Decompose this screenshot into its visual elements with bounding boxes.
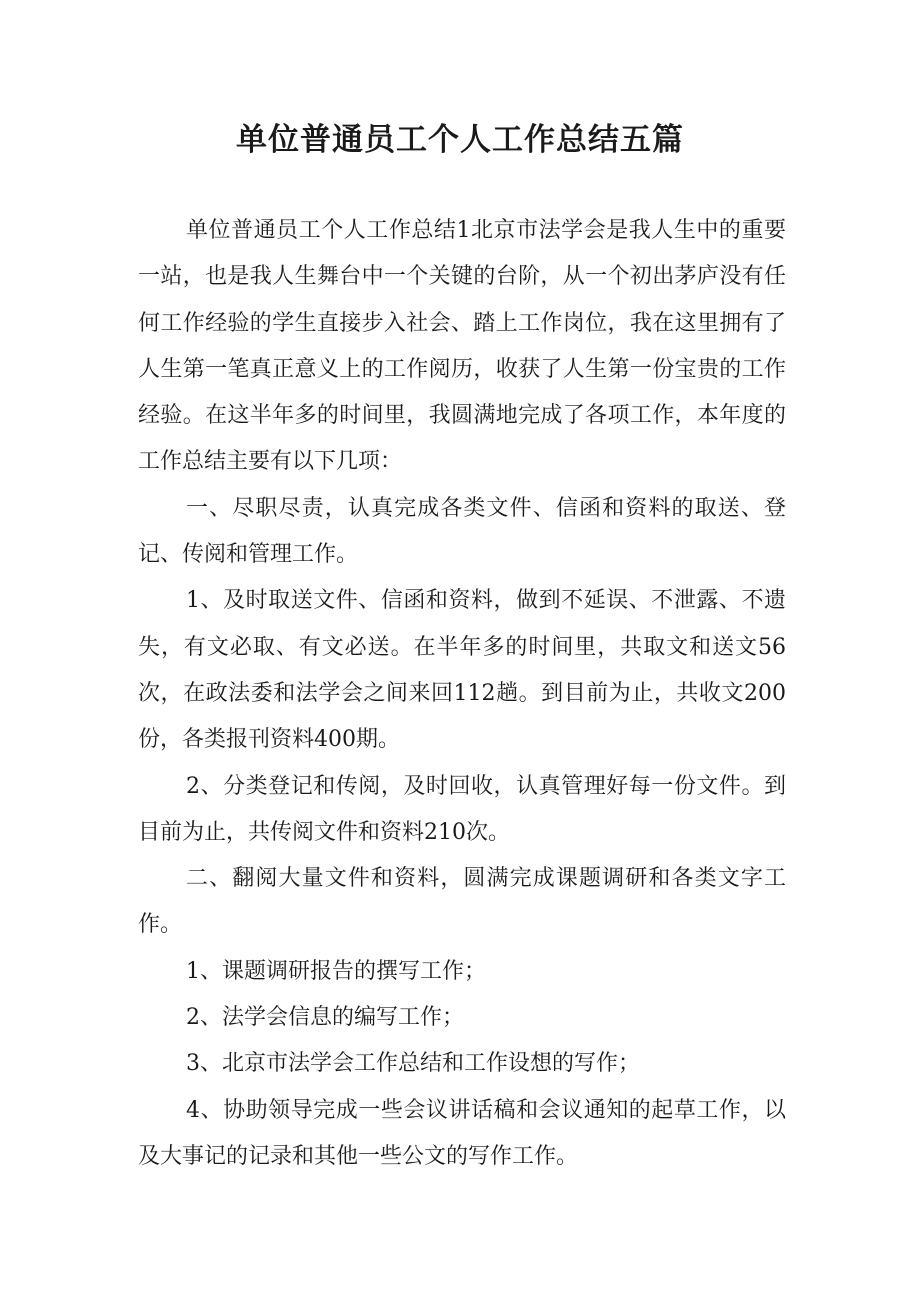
paragraph-section-1-item-2: 2、分类登记和传阅，及时回收，认真管理好每一份文件。到目前为止，共传阅文件和资料210次。 (138, 773, 786, 845)
paragraph-section-2-item-1: 1、课题调研报告的撰写工作； (186, 958, 486, 984)
paragraph-section-1-heading: 一、尽职尽责，认真完成各类文件、信函和资料的取送、登记、传阅和管理工作。 (138, 495, 786, 568)
document-body (138, 208, 786, 1180)
paragraph-section-2-item-3: 3、北京市法学会工作总结和工作设想的写作； (186, 1051, 640, 1077)
paragraph-section-1-item-1: 1、及时取送文件、信函和资料，做到不延误、不泄露、不遗失，有文必取、有文必送。在半年多的时间里，共取文和送文56次，在政法委和法学会之间来回112趟。到目前为止，共收文200份，各类报刊资料400期。 (138, 588, 786, 753)
paragraph-section-2-item-4: 4、协助领导完成一些会议讲话稿和会议通知的起草工作，以及大事记的记录和其他一些公文的写作工作。 (138, 1097, 786, 1169)
paragraph-section-2-heading: 二、翻阅大量文件和资料，圆满完成课题调研和各类文字工作。 (138, 866, 786, 938)
document-title: 单位普通员工个人工作总结五篇 (236, 122, 684, 158)
paragraph-intro: 单位普通员工个人工作总结1北京市法学会是我人生中的重要一站，也是我人生舞台中一个关键的台阶，从一个初出茅庐没有任何工作经验的学生直接步入社会、踏上工作岗位，我在这里拥有了人生第一笔真正意义上的工作阅历，收获了人生第一份宝贵的工作经验。在这半年多的时间里，我圆满地完成了各项工作，本年度的工作总结主要有以下几项： (138, 218, 786, 475)
paragraph-section-2-item-2: 2、法学会信息的编写工作； (186, 1005, 464, 1031)
